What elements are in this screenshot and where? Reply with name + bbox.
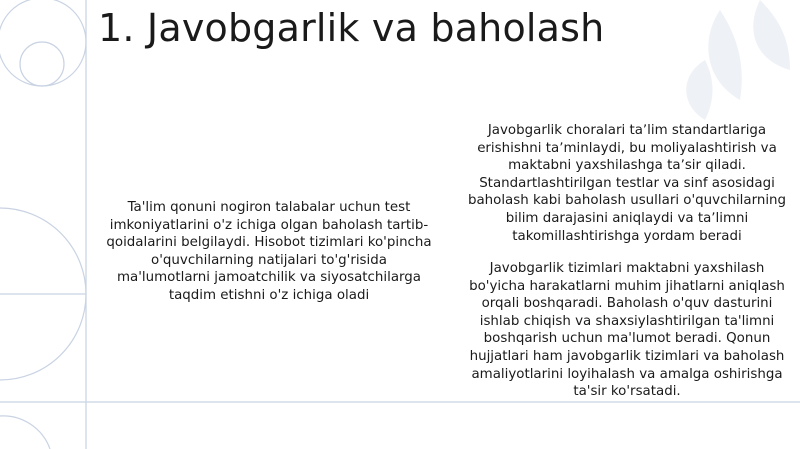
deco-circle-large xyxy=(0,0,86,86)
slide-title: 1. Javobgarlik va baholash xyxy=(98,6,605,50)
deco-arc-bottom xyxy=(0,294,86,380)
deco-circle-small xyxy=(20,42,64,86)
deco-arc-top xyxy=(0,208,86,294)
right-paragraph-2: Javobgarlik tizimlari maktabni yaxshilash bo'yicha harakatlarni muhim jihatlarni aniqlash orqali boshqaradi. Baholash o'quv dasturini ishlab chiqish va shaxsiylashtirilgan ta'limni boshqarish uchun ma'lumot beradi. Qonun hujjatlari ham javobgarlik tizimlari va baholash amaliyotlarini loyihalash va amalga oshirishga ta'sir ko'rsatadi. xyxy=(469,261,785,400)
deco-arc-corner xyxy=(0,416,50,449)
left-paragraph: Ta'lim qonuni nogiron talabalar uchun test imkoniyatlarini o'z ichiga olgan baholash tartib-qoidalarini belgilaydi. Hisobot tizimlari ko'pincha o'quvchilarning natijalari to'g'risida ma'lumotlarni jamoatchilik va siyosatchilarga taqdim etishni o'z ichiga oladi xyxy=(106,200,432,303)
plant-watermark xyxy=(686,0,790,120)
right-paragraph-1: Javobgarlik choralari taʼlim standartlariga erishishni taʼminlaydi, bu moliyalashtirish va maktabni yaxshilashga taʼsir qiladi. Standartlashtirilgan testlar va sinf asosidagi baholash kabi baholash usullari o'quvchilarning bilim darajasini aniqlaydi va taʼlimni takomillashtirishga yordam beradi xyxy=(467,123,787,244)
